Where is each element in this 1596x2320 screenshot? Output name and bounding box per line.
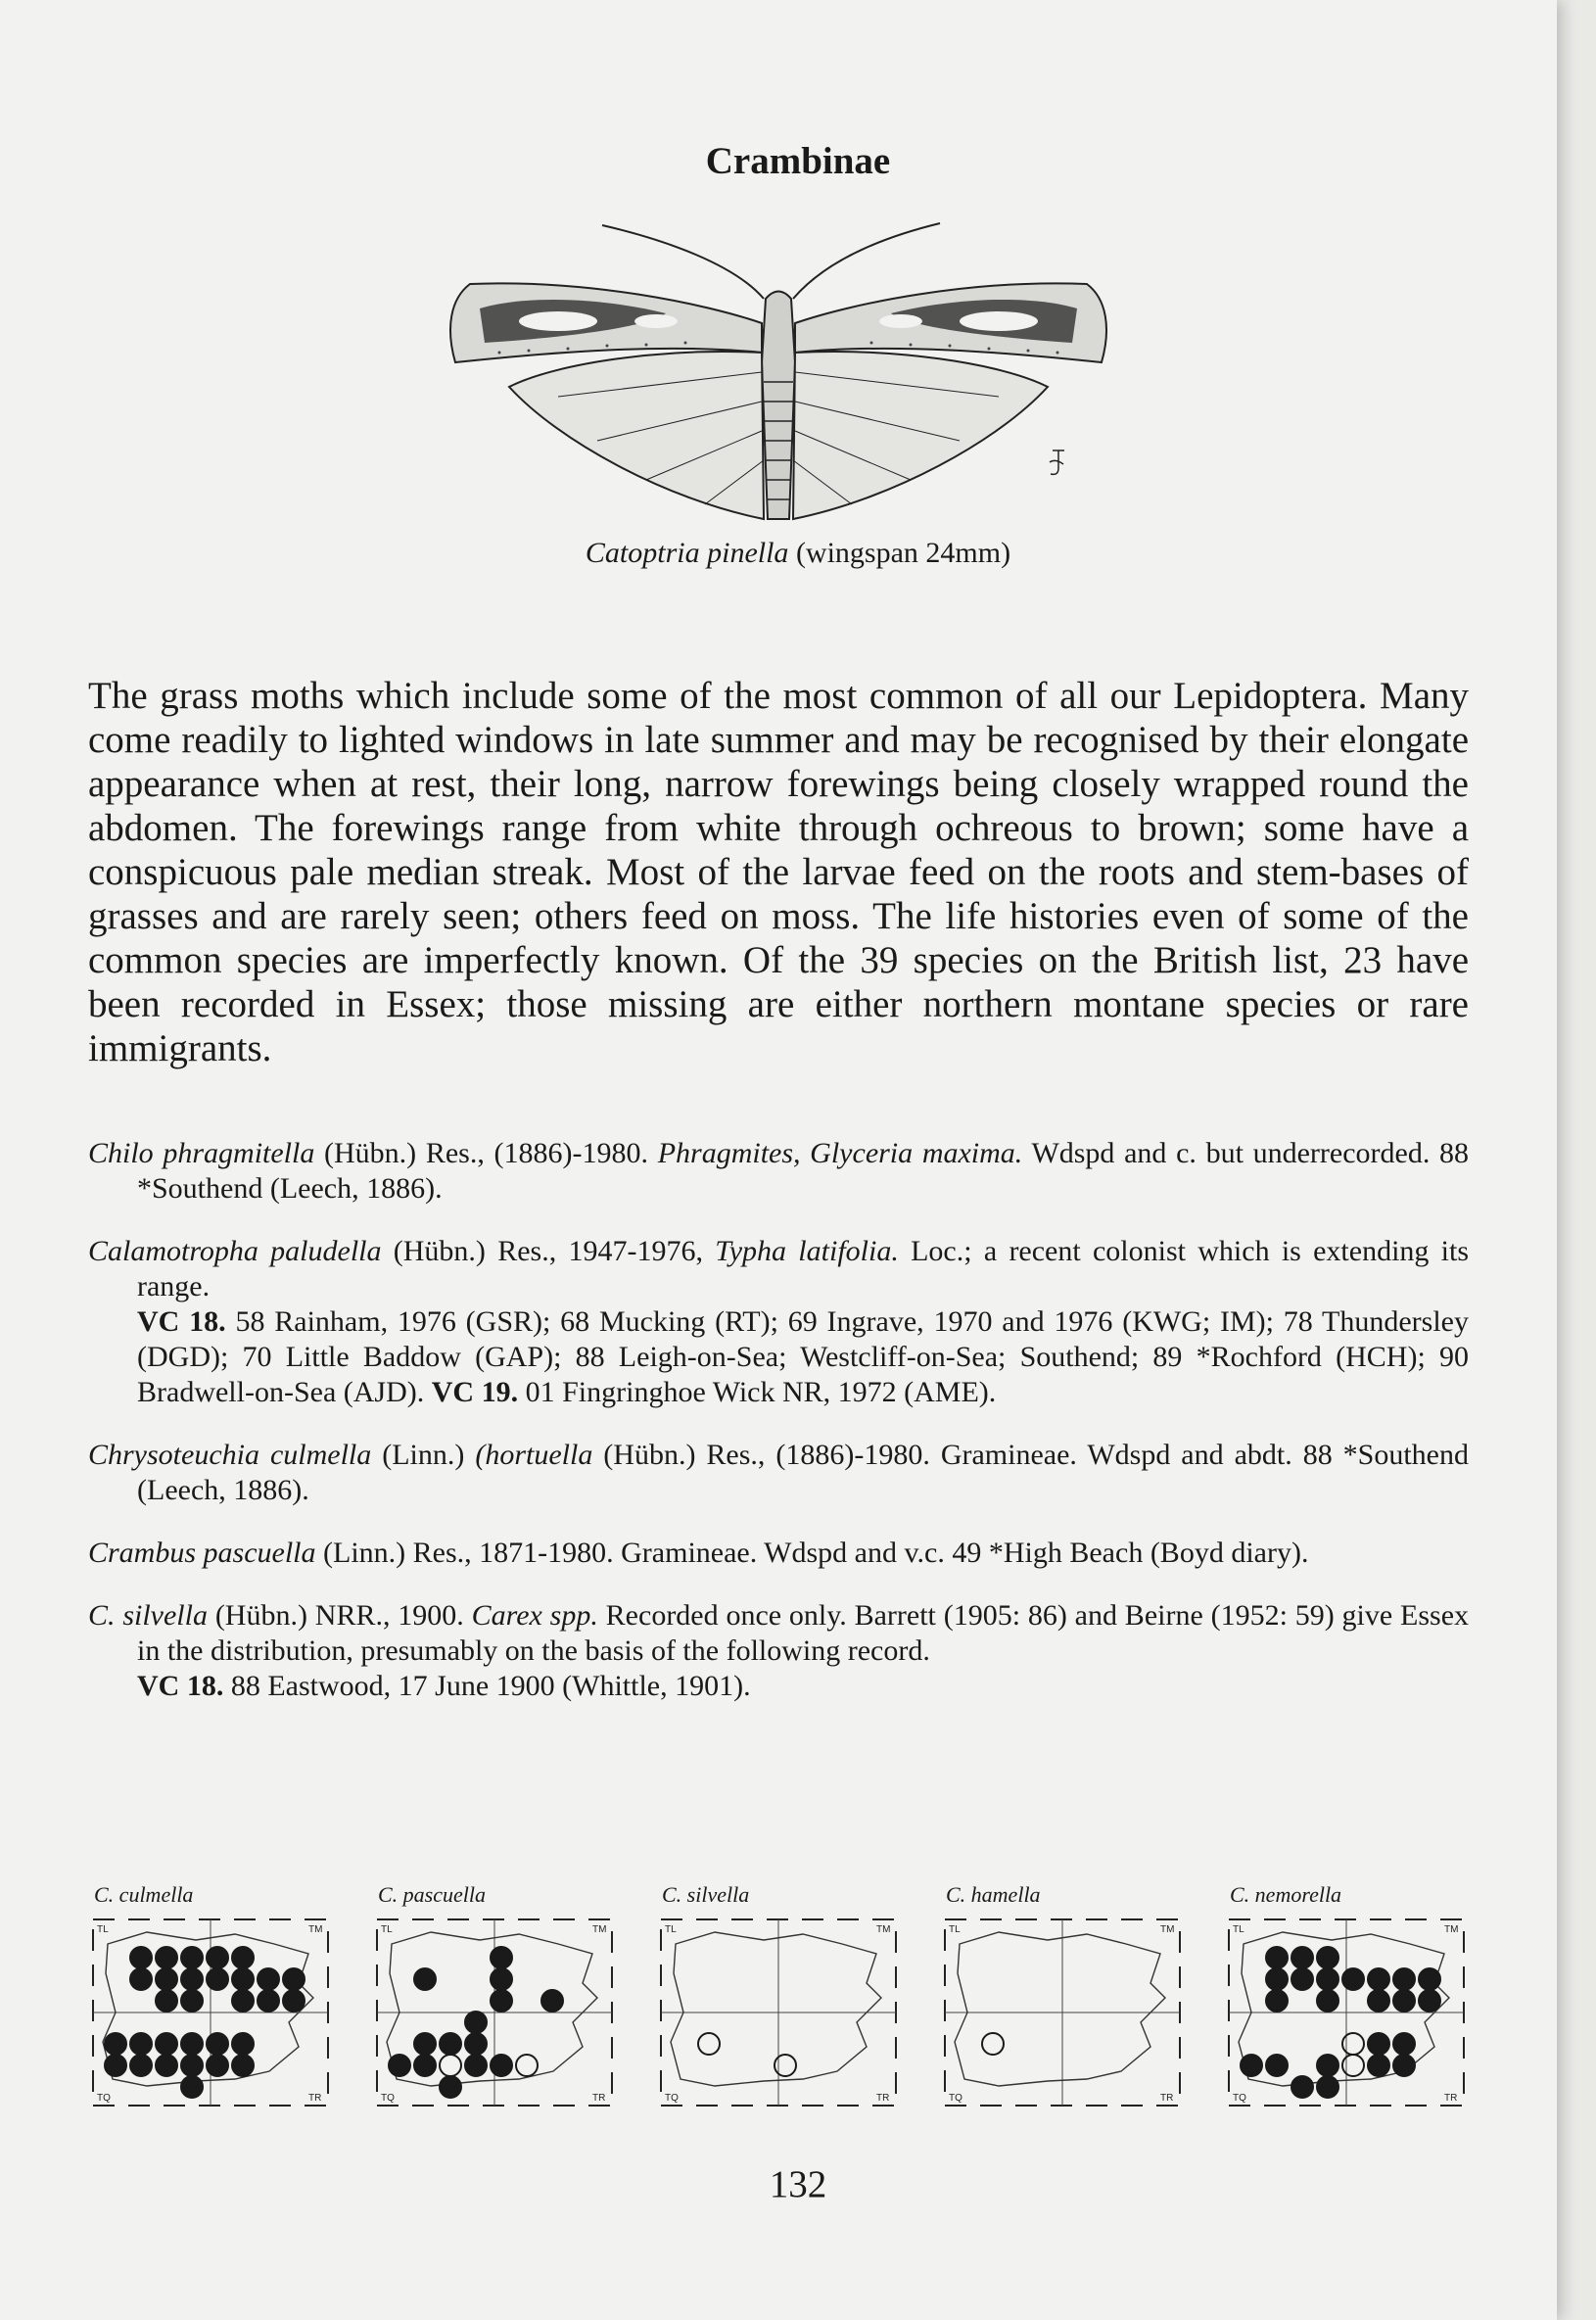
record-dot-filled	[105, 2033, 126, 2055]
species-foodplant: Phragmites, Glyceria maxima.	[657, 1137, 1023, 1169]
page-heading: Crambinae	[705, 140, 891, 182]
record-dot-filled	[130, 1947, 152, 1968]
page-number: 132	[769, 2163, 827, 2205]
record-dot-filled	[1393, 2055, 1415, 2076]
record-dot-filled	[1393, 1968, 1415, 1990]
species-status: Res., (1886)-1980.	[425, 1137, 649, 1169]
record-dot-filled	[1266, 1968, 1288, 1990]
corner-label-tl: TL	[949, 1924, 961, 1935]
corner-label-tq: TQ	[381, 2093, 395, 2104]
species-foodplant: Typha latifolia.	[715, 1235, 899, 1267]
record-dot-filled	[1266, 1947, 1288, 1968]
record-dot-filled	[181, 2033, 203, 2055]
corner-label-tr: TR	[1444, 2093, 1458, 2104]
record-dot-filled	[465, 2055, 487, 2076]
species-synonym: (hortuella	[475, 1439, 593, 1471]
record-dot-filled	[1266, 2055, 1288, 2076]
record-dot-filled	[181, 1968, 203, 1990]
record-dot-filled	[232, 1947, 254, 1968]
species-name: C. silvella	[88, 1599, 208, 1632]
record-dot-filled	[283, 1990, 305, 2012]
corner-label-tm: TM	[1160, 1924, 1175, 1935]
record-dot-filled	[465, 2012, 487, 2033]
record-dot-filled	[1317, 1990, 1338, 2012]
record-dot-filled	[1393, 1990, 1415, 2012]
species-name: Calamotropha paludella	[88, 1235, 382, 1267]
record-dot-filled	[1317, 1947, 1338, 1968]
species-foodplant: Carex spp.	[471, 1599, 598, 1632]
species-author: (Linn.)	[382, 1439, 465, 1471]
species-author: (Linn.)	[323, 1537, 406, 1569]
record-dot-filled	[181, 2076, 203, 2098]
species-status: Res., 1871-1980.	[412, 1537, 614, 1569]
species-entry	[88, 1536, 1469, 1571]
record-dot-filled	[232, 1990, 254, 2012]
distribution-maps	[88, 1875, 1498, 2120]
record-dot-filled	[1291, 2076, 1313, 2098]
species-status: Res., 1947-1976,	[497, 1235, 703, 1267]
record-dot-filled	[414, 1968, 436, 1990]
vc19-records: 01 Fingringhoe Wick NR, 1972 (AME).	[525, 1376, 997, 1408]
vc18-label: VC 18.	[137, 1670, 224, 1702]
corner-label-tr: TR	[1160, 2093, 1174, 2104]
species-notes: Gramineae. Wdspd and abdt. 88 *Southend (Leech, 1886).	[137, 1439, 1469, 1506]
figure-caption	[0, 537, 1596, 570]
species-name: Chrysoteuchia culmella	[88, 1439, 372, 1471]
record-dot-open	[1342, 2033, 1364, 2055]
species-author: (Hübn.)	[393, 1235, 486, 1267]
species-entry	[88, 1438, 1469, 1508]
species-name: Chilo phragmitella	[88, 1137, 315, 1169]
species-notes: Gramineae. Wdspd and v.c. 49 *High Beach (Boyd diary).	[621, 1537, 1309, 1569]
record-dot-filled	[1419, 1990, 1440, 2012]
species-entry	[88, 1136, 1469, 1207]
corner-label-tl: TL	[1233, 1924, 1244, 1935]
map-label: C. pascuella	[378, 1882, 486, 1907]
species-status: NRR., 1900.	[314, 1599, 464, 1632]
record-dot-filled	[491, 1990, 512, 2012]
record-dot-filled	[130, 1968, 152, 1990]
record-dot-filled	[491, 1947, 512, 1968]
record-dot-filled	[1241, 2055, 1262, 2076]
record-dot-open	[440, 2055, 461, 2076]
figure-details: (wingspan 24mm)	[795, 537, 1011, 569]
record-dot-filled	[491, 1968, 512, 1990]
record-dot-filled	[1291, 1968, 1313, 1990]
corner-label-tm: TM	[876, 1924, 891, 1935]
record-dot-filled	[105, 2055, 126, 2076]
record-dot-filled	[181, 1947, 203, 1968]
record-dot-filled	[207, 1947, 228, 1968]
distribution-map	[372, 1875, 617, 2110]
corner-label-tl: TL	[97, 1924, 109, 1935]
record-dot-filled	[541, 1990, 563, 2012]
corner-label-tq: TQ	[949, 2093, 962, 2104]
corner-label-tr: TR	[592, 2093, 606, 2104]
record-dot-filled	[1368, 1990, 1389, 2012]
record-dot-filled	[156, 1990, 177, 2012]
corner-label-tq: TQ	[665, 2093, 679, 2104]
record-dot-filled	[440, 2033, 461, 2055]
record-dot-filled	[465, 2033, 487, 2055]
record-dot-filled	[1419, 1968, 1440, 1990]
map-label: C. hamella	[946, 1882, 1041, 1907]
record-dot-filled	[232, 2055, 254, 2076]
record-dot-filled	[1368, 2033, 1389, 2055]
record-dot-filled	[207, 2055, 228, 2076]
record-dot-filled	[414, 2055, 436, 2076]
record-dot-open	[1342, 2055, 1364, 2076]
corner-label-tr: TR	[876, 2093, 890, 2104]
record-dot-filled	[232, 1968, 254, 1990]
record-dot-filled	[1317, 2076, 1338, 2098]
corner-label-tm: TM	[1444, 1924, 1459, 1935]
record-dot-filled	[130, 2055, 152, 2076]
vc-records	[137, 1304, 1469, 1410]
record-dot-filled	[491, 2055, 512, 2076]
distribution-map	[88, 1875, 333, 2110]
species-notes: Wdspd and c. but underrecorded. 88 *Southend (Leech, 1886).	[137, 1137, 1469, 1205]
corner-label-tm: TM	[592, 1924, 607, 1935]
distribution-map	[1224, 1875, 1469, 2110]
species-entry	[88, 1234, 1469, 1410]
county-outline	[671, 1932, 881, 2086]
species-name: Crambus pascuella	[88, 1537, 316, 1569]
map-0	[88, 1915, 333, 2110]
map-4	[1224, 1915, 1469, 2110]
record-dot-filled	[156, 2033, 177, 2055]
corner-label-tl: TL	[665, 1924, 677, 1935]
vc19-label: VC 19.	[431, 1376, 519, 1408]
map-label: C. culmella	[94, 1882, 194, 1907]
record-dot-filled	[1368, 1968, 1389, 1990]
map-label: C. silvella	[662, 1882, 750, 1907]
record-dot-filled	[1317, 1968, 1338, 1990]
record-dot-filled	[181, 1990, 203, 2012]
species-author: (Hübn.)	[214, 1599, 307, 1632]
record-dot-filled	[1393, 2033, 1415, 2055]
corner-label-tr: TR	[308, 2093, 322, 2104]
map-2	[656, 1915, 901, 2110]
figure-species: Catoptria pinella	[585, 537, 789, 569]
record-dot-filled	[414, 2033, 436, 2055]
map-1	[372, 1915, 617, 2110]
corner-label-tl: TL	[381, 1924, 393, 1935]
map-label: C. nemorella	[1230, 1882, 1342, 1907]
distribution-map	[656, 1875, 901, 2110]
distribution-map	[940, 1875, 1185, 2110]
record-dot-filled	[258, 1990, 279, 2012]
vc-records	[137, 1669, 1469, 1704]
record-dot-filled	[1291, 1947, 1313, 1968]
vc18-label: VC 18.	[137, 1305, 226, 1338]
record-dot-filled	[156, 2055, 177, 2076]
record-dot-filled	[181, 2055, 203, 2076]
corner-label-tq: TQ	[97, 2093, 111, 2104]
record-dot-open	[982, 2033, 1004, 2055]
species-list	[88, 1136, 1469, 1731]
record-dot-filled	[283, 1968, 305, 1990]
record-dot-filled	[207, 1968, 228, 1990]
record-dot-filled	[1368, 2055, 1389, 2076]
record-dot-filled	[156, 1968, 177, 1990]
record-dot-filled	[1266, 1990, 1288, 2012]
record-dot-filled	[389, 2055, 410, 2076]
map-3	[940, 1915, 1185, 2110]
record-dot-filled	[440, 2076, 461, 2098]
record-dot-open	[516, 2055, 538, 2076]
species-author: (Hübn.)	[324, 1137, 417, 1169]
species-entry	[88, 1598, 1469, 1704]
county-outline	[955, 1932, 1165, 2086]
record-dot-filled	[1342, 1968, 1364, 1990]
species-notes: Recorded once only. Barrett (1905: 86) and Beirne (1952: 59) give Essex in the distribution, presumably on the basis of the following record.	[137, 1599, 1470, 1667]
record-dot-open	[775, 2055, 796, 2076]
record-dot-filled	[156, 1947, 177, 1968]
vc18-records: 88 Eastwood, 17 June 1900 (Whittle, 1901).	[230, 1670, 751, 1702]
record-dot-filled	[130, 2033, 152, 2055]
record-dot-filled	[207, 2033, 228, 2055]
species-notes: Loc.; a recent colonist which is extending its range.	[137, 1235, 1470, 1302]
corner-label-tm: TM	[308, 1924, 323, 1935]
intro-paragraph: The grass moths which include some of the most common of all our Lepidoptera. Many come readily to lighted windows in late summer and may be recognised by their elongate appearance when at rest, their long, narrow forewings being closely wrapped round the abdomen. The forewings range from white through ochreous to brown; some have a conspicuous pale median streak. Most of the larvae feed on the roots and stem-bases of grasses and are rarely seen; others feed on moss. The life histories even of some of the common species are imperfectly known. Of the 39 species on the British list, 23 have been recorded in Essex; those missing are either northern montane species or rare immigrants.	[88, 675, 1469, 1069]
record-dot-filled	[232, 2033, 254, 2055]
species-status: Res., (1886)-1980.	[706, 1439, 930, 1471]
record-dot-open	[698, 2033, 720, 2055]
vc18-records: 58 Rainham, 1976 (GSR); 68 Mucking (RT); 69 Ingrave, 1970 and 1976 (KWG; IM); 78 Thundersley (DGD); 70 Little Baddow (GAP); 88 Leigh-on-Sea; Westcliff-on-Sea; Southend; 89 *Rochford (HCH); 90 Bradwell-on-Sea (AJD).	[137, 1305, 1469, 1408]
record-dot-filled	[1317, 2055, 1338, 2076]
record-dot-filled	[258, 1968, 279, 1990]
corner-label-tq: TQ	[1233, 2093, 1246, 2104]
moth-illustration	[411, 206, 1146, 529]
species-synonym-author: (Hübn.)	[603, 1439, 696, 1471]
